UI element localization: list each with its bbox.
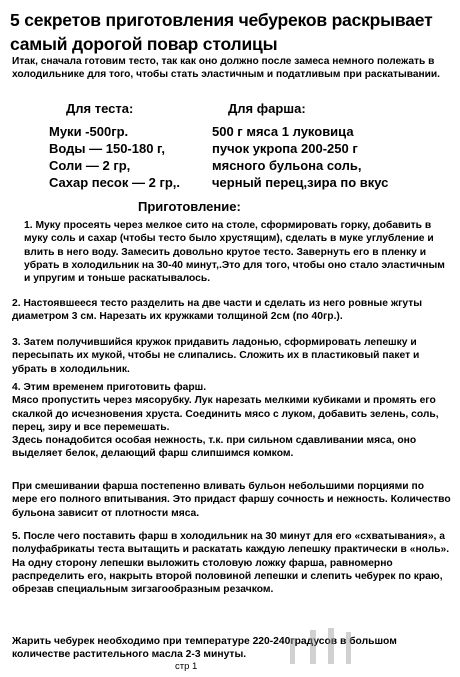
- step-paragraph: 4. Этим временем приготовить фарш.: [12, 382, 207, 393]
- dough-heading: Для теста:: [66, 101, 134, 116]
- list-item: пучок укропа 200-250 г: [212, 141, 358, 156]
- list-item: черный перец,зира по вкус: [212, 175, 389, 190]
- dough-ingredients-list: [49, 123, 224, 191]
- step-3: [12, 336, 452, 376]
- step-paragraph: При смешивании фарша постепенно вливать бульон небольшими порциями по мере его полного впитывания. Это придаст фаршу сочность и нежность. Количество бульона зависит от плотности мяса.: [12, 481, 451, 519]
- step-paragraph: Мясо пропустить через мясорубку. Лук нарезать мелкими кубиками и промять его скалкой до исчезновения хруста. Соединить мясо с луком, добавить зелень, соль, перец, зиру и все перемешать.: [12, 395, 439, 433]
- list-item: Муки -500гр.: [49, 124, 129, 139]
- list-item: мясного бульона соль,: [212, 158, 362, 173]
- step-paragraph: На одну сторону лепешки выложить столовую ложку фарша, равномерно распределить его, накрыть второй половиной лепешки и слепить чебурек по краю, обрезав специальным зигзагообразным резачком.: [12, 557, 443, 596]
- step-paragraph: 1. Муку просеять через мелкое сито на столе, сформировать горку, добавить в муку соль и сахар (чтобы тесто было хрустящим), сделать в муке углубление и влить в него воду. Замесить довольно крутое тесто. Завернуть его в пленку и убрать в холодильник на 30-40 минут,.Это для того, чтобы оно стало эластичным и упругим и тоньше раскатывалось.: [24, 220, 445, 285]
- broth-paragraph: [12, 480, 452, 520]
- document-title: 5 секретов приготовления чебуреков раскрывает самый дорогой повар столицы: [10, 10, 433, 54]
- preparation-heading: Приготовление:: [138, 199, 241, 214]
- frying-paragraph: [12, 635, 452, 662]
- step-5: [12, 530, 452, 596]
- step-paragraph: Здесь понадобится особая нежность, т.к. при сильном сдавливании мяса, оно выделяет белок, делающий фарш слипшимся комком.: [12, 435, 417, 460]
- filling-heading: Для фарша:: [228, 101, 306, 116]
- step-paragraph: 5. После чего поставить фарш в холодильник на 30 минут для его «схватывания», а полуфабрикаты теста вытащить и раскатать каждую лепешку практически в «ноль».: [12, 531, 450, 556]
- list-item: Сахар песок — 2 гр,.: [49, 175, 181, 190]
- step-4: [12, 381, 452, 461]
- step-1: [24, 219, 452, 285]
- list-item: 500 г мяса 1 луковица: [212, 124, 354, 139]
- step-2: [12, 297, 452, 324]
- step-paragraph: 3. Затем получившийся кружок придавить ладонью, сформировать лепешку и пересыпать их мукой, чтобы не слипались. Сложить их в пластиковый пакет и убрать в холодильник.: [12, 337, 420, 375]
- page-number: стр 1: [175, 661, 198, 672]
- list-item: Соли — 2 гр,: [49, 158, 131, 173]
- step-paragraph: Жарить чебурек необходимо при температуре 220-240градусов в большом количестве растительного масла 2-3 минуты.: [12, 636, 397, 661]
- step-paragraph: 2. Настоявшееся тесто разделить на две части и сделать из него ровные жгуты диаметром 3 см. Нарезать их кружками толщиной 2см (по 40гр.).: [12, 298, 423, 323]
- list-item: Воды — 150-180 г,: [49, 141, 165, 156]
- filling-ingredients-list: [212, 123, 452, 191]
- intro-paragraph: Итак, сначала готовим тесто, так как оно должно после замеса немного полежать в холодильнике для того, чтобы стать эластичным и податливым при раскатывании.: [12, 56, 441, 80]
